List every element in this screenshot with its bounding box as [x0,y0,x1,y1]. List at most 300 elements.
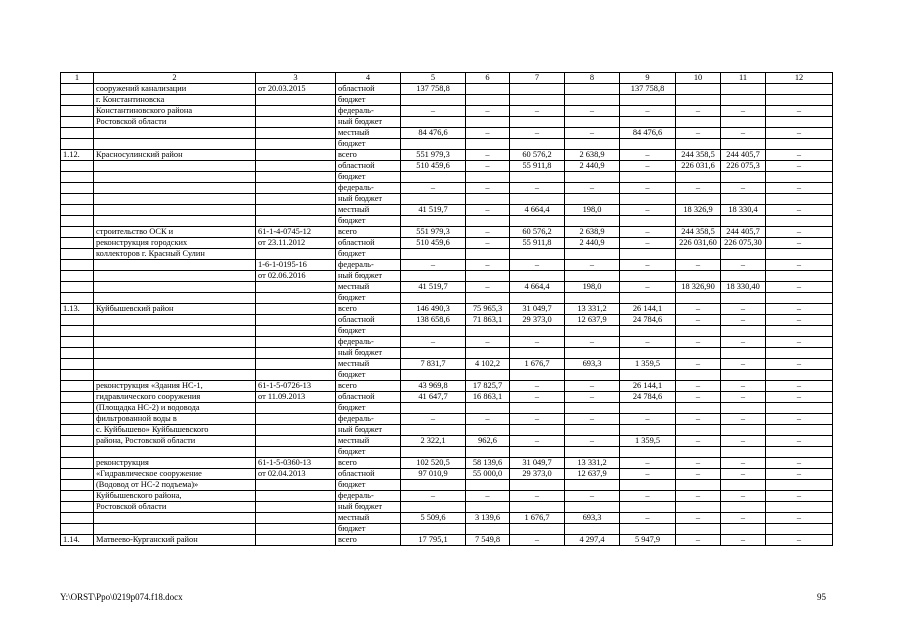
table-cell: 31 049,7 [510,304,565,315]
table-cell: 962,6 [466,436,510,447]
column-header: 11 [721,73,766,84]
table-row [61,458,833,469]
table-cell: 4 664,4 [510,205,565,216]
table-cell: – [620,205,676,216]
table-cell [466,271,510,282]
table-cell: областной [336,469,401,480]
table-cell: – [766,183,833,194]
table-cell: бюджет [336,326,401,337]
column-header: 8 [565,73,620,84]
table-cell [256,194,336,205]
table-cell: сооружений канализации [94,84,256,95]
table-cell [676,117,721,128]
table-cell: – [510,491,565,502]
table-cell: областной [336,315,401,326]
table-cell [466,172,510,183]
table-row [61,216,833,227]
table-cell: – [401,337,466,348]
table-cell: 2 322,1 [401,436,466,447]
table-cell: – [565,106,620,117]
table-cell: местный [336,205,401,216]
table-cell: 693,3 [565,513,620,524]
table-cell: – [721,513,766,524]
table-cell [256,216,336,227]
table-cell [565,216,620,227]
table-row [61,513,833,524]
table-cell: всего [336,381,401,392]
table-cell [256,447,336,458]
table-cell: 60 576,2 [510,227,565,238]
table-cell [676,502,721,513]
table-cell: – [466,161,510,172]
table-cell: – [766,304,833,315]
table-cell [565,370,620,381]
table-cell: – [766,315,833,326]
table-cell: – [766,436,833,447]
table-cell: федераль- [336,491,401,502]
table-row [61,227,833,238]
table-cell: Куйбышевского района, [94,491,256,502]
table-cell [61,381,94,392]
table-cell [565,139,620,150]
table-cell [94,513,256,524]
table-cell [401,194,466,205]
table-cell [466,95,510,106]
table-row [61,106,833,117]
table-cell: 1-6-1-0195-16 [256,260,336,271]
table-cell: – [466,106,510,117]
table-cell [766,524,833,535]
table-cell: 61-1-5-0726-13 [256,381,336,392]
table-cell [256,414,336,425]
table-cell [721,403,766,414]
table-cell [94,205,256,216]
table-cell: всего [336,304,401,315]
table-cell [676,425,721,436]
table-cell [61,216,94,227]
table-cell: – [721,315,766,326]
table-cell [256,128,336,139]
table-cell: – [466,183,510,194]
table-row [61,502,833,513]
table-cell [401,293,466,304]
table-cell [61,260,94,271]
table-cell: федераль- [336,260,401,271]
table-cell [510,425,565,436]
table-row [61,524,833,535]
table-cell: 1.12. [61,150,94,161]
table-row [61,117,833,128]
table-cell [466,249,510,260]
table-cell: 137 758,8 [401,84,466,95]
table-cell [510,194,565,205]
table-cell: – [766,469,833,480]
table-cell [61,502,94,513]
table-cell: – [565,381,620,392]
table-cell [721,172,766,183]
table-cell [766,172,833,183]
table-cell [766,480,833,491]
table-cell: ный бюджет [336,425,401,436]
table-cell: – [766,150,833,161]
table-cell [510,447,565,458]
table-cell: 16 863,1 [466,392,510,403]
table-cell [61,513,94,524]
table-cell: – [565,260,620,271]
table-cell: – [766,238,833,249]
table-cell: местный [336,436,401,447]
table-cell [620,271,676,282]
table-cell: 55 911,8 [510,161,565,172]
table-cell: 1.13. [61,304,94,315]
table-cell [721,249,766,260]
table-cell [94,524,256,535]
table-cell [620,403,676,414]
table-cell: всего [336,150,401,161]
table-row [61,535,833,546]
table-cell [61,84,94,95]
table-cell: – [676,469,721,480]
table-cell: 1 359,5 [620,436,676,447]
table-cell: 510 459,6 [401,161,466,172]
table-cell [620,249,676,260]
table-cell: (Водовод от НС-2 подъема)» [94,480,256,491]
table-cell [466,502,510,513]
table-cell [676,480,721,491]
table-cell: местный [336,282,401,293]
table-cell [94,315,256,326]
table-cell: от 02.04.2013 [256,469,336,480]
table-cell: 226 031,60 [676,238,721,249]
table-cell [61,414,94,425]
table-cell [401,348,466,359]
table-cell [510,172,565,183]
table-cell: 84 476,6 [401,128,466,139]
table-row [61,315,833,326]
table-cell [61,161,94,172]
table-cell [510,403,565,414]
table-cell [620,216,676,227]
table-row [61,392,833,403]
table-cell [256,403,336,414]
table-cell [61,326,94,337]
table-cell [256,315,336,326]
table-cell [676,139,721,150]
table-cell [766,425,833,436]
table-row [61,282,833,293]
table-cell: – [721,392,766,403]
column-header: 6 [466,73,510,84]
table-cell: – [401,414,466,425]
column-header: 10 [676,73,721,84]
table-cell: 60 576,2 [510,150,565,161]
table-cell [94,337,256,348]
table-row [61,139,833,150]
table-cell: с. Куйбышево» Куйбышевского [94,425,256,436]
table-row [61,150,833,161]
table-cell [510,249,565,260]
table-cell: 55 911,8 [510,238,565,249]
table-cell [94,260,256,271]
table-cell: 13 331,2 [565,458,620,469]
table-cell: – [620,513,676,524]
table-cell: 1.14. [61,535,94,546]
table-cell: – [510,128,565,139]
table-cell: – [721,458,766,469]
table-cell: – [620,183,676,194]
table-cell: – [721,469,766,480]
table-cell: – [565,183,620,194]
table-cell [256,117,336,128]
table-cell: 12 637,9 [565,315,620,326]
table-cell [94,348,256,359]
table-row [61,95,833,106]
table-cell: – [766,282,833,293]
table-row [61,425,833,436]
table-cell [620,117,676,128]
table-cell [61,293,94,304]
table-cell [676,172,721,183]
table-cell: – [721,183,766,194]
table-cell: 18 330,40 [721,282,766,293]
table-cell: областной [336,161,401,172]
table-cell [466,84,510,95]
table-cell: 41 519,7 [401,282,466,293]
table-cell: – [676,106,721,117]
table-cell [565,403,620,414]
table-cell: бюджет [336,293,401,304]
table-cell [766,249,833,260]
table-row [61,370,833,381]
table-row [61,260,833,271]
table-cell: – [565,392,620,403]
table-cell: Константиновского района [94,106,256,117]
table-cell [256,95,336,106]
table-cell: 2 440,9 [565,238,620,249]
table-cell [61,436,94,447]
table-cell: – [676,315,721,326]
table-cell: 4 297,4 [565,535,620,546]
table-cell [766,95,833,106]
table-cell: Ростовской области [94,117,256,128]
table-cell: 13 331,2 [565,304,620,315]
table-cell: 18 326,9 [676,205,721,216]
table-cell: – [766,392,833,403]
table-cell [766,194,833,205]
table-cell: 551 979,3 [401,150,466,161]
table-cell [94,359,256,370]
table-cell: – [676,513,721,524]
table-cell: – [620,414,676,425]
column-header: 2 [94,73,256,84]
table-cell [256,282,336,293]
table-cell [510,370,565,381]
table-cell [620,480,676,491]
table-cell [510,326,565,337]
table-cell: – [766,337,833,348]
table-row [61,326,833,337]
table-cell: 26 144,1 [620,381,676,392]
table-cell [510,524,565,535]
table-cell: 41 647,7 [401,392,466,403]
table-cell: – [466,414,510,425]
table-cell [766,117,833,128]
table-cell [565,249,620,260]
table-cell: – [401,106,466,117]
table-cell [61,348,94,359]
table-cell: федераль- [336,414,401,425]
table-cell [510,95,565,106]
table-cell: – [565,128,620,139]
table-row [61,128,833,139]
table-cell [565,348,620,359]
table-cell: – [721,436,766,447]
table-cell: – [766,205,833,216]
table-cell [61,458,94,469]
table-cell: – [766,359,833,370]
table-cell: (Площадка НС-2) и водовода [94,403,256,414]
table-cell: местный [336,359,401,370]
table-row [61,381,833,392]
table-cell [466,348,510,359]
table-cell: 31 049,7 [510,458,565,469]
table-cell: 18 326,90 [676,282,721,293]
table-cell [94,271,256,282]
table-cell: 4 664,4 [510,282,565,293]
table-cell: от 23.11.2012 [256,238,336,249]
table-cell: 26 144,1 [620,304,676,315]
table-cell: бюджет [336,139,401,150]
table-cell: 29 373,0 [510,315,565,326]
table-cell [510,348,565,359]
table-cell: реконструкция городских [94,238,256,249]
table-cell [61,282,94,293]
table-cell: от 02.06.2016 [256,271,336,282]
table-cell: реконструкция [94,458,256,469]
table-cell [401,425,466,436]
table-cell: фильтрованной воды в [94,414,256,425]
table-cell: «Гидравлическое сооружение [94,469,256,480]
table-cell [620,194,676,205]
table-cell [565,172,620,183]
table-cell [766,348,833,359]
table-cell [766,271,833,282]
table-cell: – [510,106,565,117]
table-cell: – [766,161,833,172]
table-row [61,447,833,458]
table-cell: 1 676,7 [510,359,565,370]
table-cell [676,293,721,304]
table-cell [61,249,94,260]
table-cell [565,293,620,304]
table-cell [565,117,620,128]
table-cell: 17 825,7 [466,381,510,392]
table-cell: – [766,414,833,425]
table-cell [510,139,565,150]
table-cell [721,480,766,491]
table-cell: от 11.09.2013 [256,392,336,403]
table-cell [94,293,256,304]
table-cell [676,249,721,260]
table-cell [401,117,466,128]
table-cell [565,425,620,436]
table-row [61,183,833,194]
table-cell: коллекторов г. Красный Сулин [94,249,256,260]
table-cell: – [676,304,721,315]
table-cell: – [401,491,466,502]
table-cell: 146 490,3 [401,304,466,315]
table-cell: федераль- [336,337,401,348]
table-cell: 226 075,30 [721,238,766,249]
table-cell: – [676,535,721,546]
table-cell [466,480,510,491]
table-cell: – [510,260,565,271]
table-cell: 3 139,6 [466,513,510,524]
table-cell [256,326,336,337]
table-cell [721,216,766,227]
table-cell [766,403,833,414]
table-cell [721,271,766,282]
table-cell [466,293,510,304]
table-row [61,249,833,260]
table-cell: бюджет [336,447,401,458]
table-cell: – [510,337,565,348]
table-cell [620,370,676,381]
table-cell: 7 831,7 [401,359,466,370]
table-cell: реконструкция «Здания НС-1, [94,381,256,392]
table-cell [61,139,94,150]
table-cell: – [510,436,565,447]
table-cell: областной [336,392,401,403]
table-cell: 24 784,6 [620,315,676,326]
table-cell [565,84,620,95]
table-cell: – [466,491,510,502]
column-header: 12 [766,73,833,84]
table-cell [565,447,620,458]
table-cell: 244 405,7 [721,227,766,238]
table-cell: – [766,227,833,238]
table-cell [510,480,565,491]
table-cell: 12 637,9 [565,469,620,480]
table-cell: бюджет [336,172,401,183]
table-cell [676,84,721,95]
table-cell [510,117,565,128]
table-cell [94,447,256,458]
table-cell: гидравлического сооружения [94,392,256,403]
table-cell: – [676,337,721,348]
table-cell [61,480,94,491]
table-row [61,436,833,447]
table-cell: 693,3 [565,359,620,370]
column-header: 9 [620,73,676,84]
table-cell [721,139,766,150]
table-cell: 4 102,2 [466,359,510,370]
table-cell [61,172,94,183]
table-cell [565,502,620,513]
table-cell [94,194,256,205]
table-cell [401,480,466,491]
table-cell: Ростовской области [94,502,256,513]
table-cell [94,161,256,172]
table-cell: – [676,458,721,469]
table-row [61,480,833,491]
table-cell [256,370,336,381]
table-cell: – [466,205,510,216]
table-cell [565,194,620,205]
table-cell: 61-1-5-0360-13 [256,458,336,469]
table-cell [61,392,94,403]
table-cell: – [565,337,620,348]
